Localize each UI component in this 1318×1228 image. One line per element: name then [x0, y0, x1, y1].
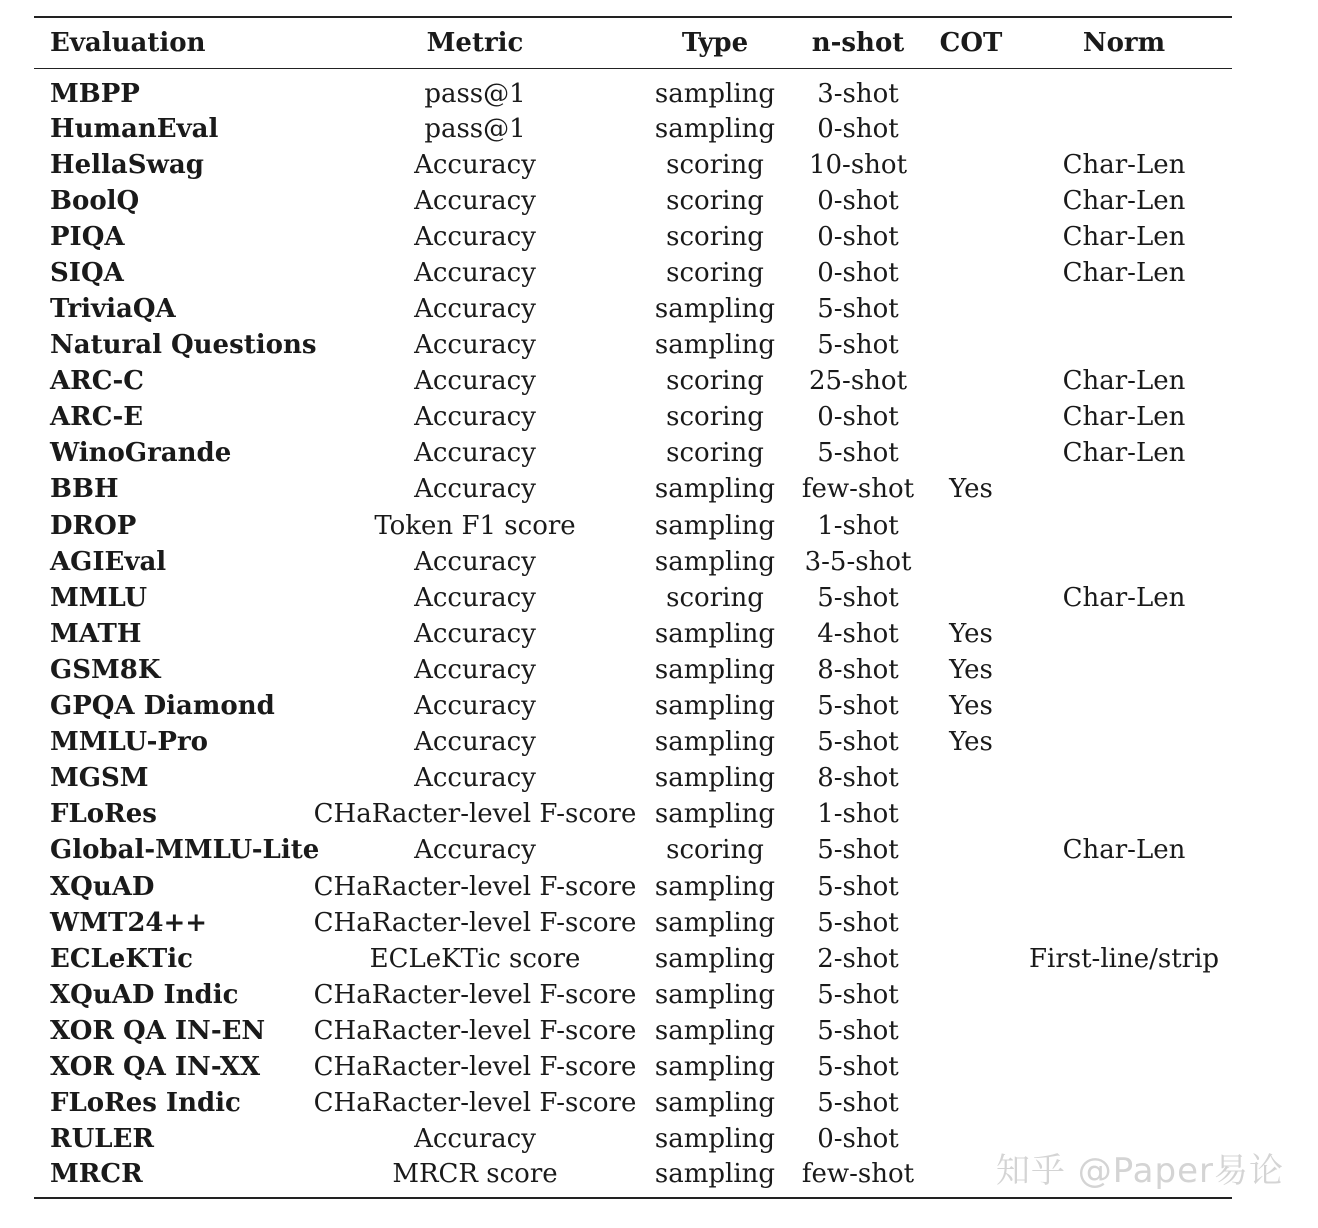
cell-type: scoring [666, 366, 764, 397]
cell-nshot: 25-shot [808, 366, 908, 397]
cell-type: sampling [654, 871, 776, 902]
cell-cot [926, 941, 1016, 977]
table-row [34, 471, 1232, 507]
cell-metric: CHaRacter-level F-score [313, 799, 637, 830]
cell-evaluation: XQuAD Indic [50, 979, 239, 1010]
cell-nshot: few-shot [790, 1157, 926, 1198]
cell-metric: Accuracy [414, 185, 536, 216]
cell-norm: Char-Len [1062, 582, 1186, 613]
cell-evaluation: TriviaQA [50, 294, 176, 325]
cell-metric: Accuracy [414, 149, 536, 180]
cell-type: scoring [666, 221, 764, 252]
cell-evaluation: PIQA [50, 221, 125, 252]
cell-metric: Accuracy [414, 257, 536, 288]
cell-norm: Char-Len [1062, 257, 1186, 288]
cell-cot [926, 327, 1016, 363]
cell-metric: Accuracy [414, 1124, 536, 1155]
cell-nshot: 8-shot [817, 654, 899, 685]
cell-cot: Yes [949, 654, 993, 685]
cell-nshot: 5-shot [817, 330, 899, 361]
cell-norm: Char-Len [1062, 149, 1186, 180]
cell-type: sampling [654, 691, 776, 722]
cell-nshot: 5-shot [817, 438, 899, 469]
cell-cot [926, 183, 1016, 219]
cell-nshot: 5-shot [817, 582, 899, 613]
table-row [34, 905, 1232, 941]
cell-cot [926, 363, 1016, 399]
table-row [34, 219, 1232, 255]
cell-metric: CHaRacter-level F-score [313, 979, 637, 1010]
cell-nshot: 3-5-shot [804, 546, 912, 577]
cell-cot: Yes [949, 691, 993, 722]
cell-type: sampling [654, 546, 776, 577]
table-row [34, 724, 1232, 760]
cell-evaluation: WinoGrande [50, 438, 232, 469]
table-row [34, 544, 1232, 580]
cell-evaluation: MBPP [50, 78, 140, 109]
cell-norm [1016, 327, 1232, 363]
cell-cot [926, 1085, 1016, 1121]
cell-norm [1016, 796, 1232, 832]
cell-type: sampling [654, 1124, 776, 1155]
cell-norm [1016, 1049, 1232, 1085]
cell-metric: Accuracy [414, 763, 536, 794]
cell-metric: Accuracy [414, 366, 536, 397]
cell-nshot: 3-shot [817, 78, 899, 109]
cell-norm [1016, 905, 1232, 941]
table-row [34, 760, 1232, 796]
cell-norm: Char-Len [1062, 221, 1186, 252]
table-row [34, 1049, 1232, 1085]
cell-evaluation: XOR QA IN-EN [50, 1015, 266, 1046]
cell-type: sampling [654, 78, 776, 109]
table-row [34, 652, 1232, 688]
cell-type: sampling [654, 330, 776, 361]
cell-evaluation: MATH [50, 618, 142, 649]
cell-evaluation: GSM8K [50, 654, 161, 685]
header-metric: Metric [310, 17, 640, 68]
cell-metric: CHaRacter-level F-score [313, 1088, 637, 1119]
cell-metric: Accuracy [414, 474, 536, 505]
cell-norm [1016, 508, 1232, 544]
cell-metric: Accuracy [414, 727, 536, 758]
table-row [34, 977, 1232, 1013]
header-row [34, 17, 1232, 68]
cell-cot [926, 1049, 1016, 1085]
cell-type: sampling [654, 1015, 776, 1046]
cell-evaluation: GPQA Diamond [50, 691, 275, 722]
cell-norm: Char-Len [1062, 366, 1186, 397]
table-header [34, 17, 1232, 68]
cell-type: sampling [654, 1051, 776, 1082]
cell-cot [926, 255, 1016, 291]
cell-norm [1016, 111, 1232, 147]
cell-type: scoring [666, 582, 764, 613]
cell-metric: Accuracy [414, 221, 536, 252]
cell-type: sampling [654, 654, 776, 685]
cell-nshot: 5-shot [817, 294, 899, 325]
cell-metric: CHaRacter-level F-score [313, 871, 637, 902]
cell-evaluation: FLoRes [50, 799, 157, 830]
cell-metric: MRCR score [310, 1157, 640, 1198]
cell-norm [1016, 652, 1232, 688]
cell-metric: Token F1 score [374, 510, 576, 541]
cell-norm [1016, 1013, 1232, 1049]
cell-nshot: 8-shot [817, 763, 899, 794]
table-row [34, 111, 1232, 147]
cell-nshot: 2-shot [817, 943, 899, 974]
table-row [34, 508, 1232, 544]
cell-norm: Char-Len [1062, 185, 1186, 216]
cell-nshot: 0-shot [817, 1124, 899, 1155]
cell-type: sampling [654, 943, 776, 974]
cell-cot [926, 544, 1016, 580]
cell-type: sampling [654, 474, 776, 505]
cell-metric: Accuracy [414, 582, 536, 613]
table-row [34, 796, 1232, 832]
cell-metric: Accuracy [414, 691, 536, 722]
cell-evaluation: XOR QA IN-XX [50, 1051, 261, 1082]
cell-type: sampling [654, 113, 776, 144]
cell-type: scoring [666, 257, 764, 288]
cell-metric: Accuracy [414, 294, 536, 325]
cell-cot [926, 977, 1016, 1013]
cell-norm [1016, 291, 1232, 327]
cell-norm [1016, 724, 1232, 760]
cell-norm [1016, 760, 1232, 796]
cell-norm [1016, 1085, 1232, 1121]
header-type: Type [640, 17, 790, 68]
cell-evaluation: RULER [50, 1124, 154, 1155]
cell-metric: ECLeKTic score [369, 943, 581, 974]
table-row [34, 68, 1232, 111]
cell-type: sampling [654, 763, 776, 794]
cell-evaluation: XQuAD [50, 871, 155, 902]
cell-cot [926, 68, 1016, 111]
cell-cot [926, 832, 1016, 868]
cell-metric: pass@1 [424, 78, 526, 109]
cell-evaluation: Natural Questions [50, 330, 317, 361]
cell-evaluation: DROP [50, 510, 137, 541]
cell-evaluation: MRCR [34, 1157, 310, 1198]
cell-evaluation: Global-MMLU-Lite [50, 835, 320, 866]
cell-nshot: 0-shot [817, 113, 899, 144]
cell-nshot: 5-shot [817, 835, 899, 866]
cell-nshot: 5-shot [817, 1015, 899, 1046]
cell-norm: First-line/strip [1028, 943, 1220, 974]
cell-cot [926, 291, 1016, 327]
cell-evaluation: BBH [50, 474, 119, 505]
cell-evaluation: ARC-E [50, 402, 144, 433]
table-row [34, 435, 1232, 471]
cell-cot [926, 147, 1016, 183]
table-row [34, 688, 1232, 724]
cell-norm [1016, 688, 1232, 724]
cell-type: sampling [654, 907, 776, 938]
cell-nshot: 5-shot [817, 1088, 899, 1119]
table-row [34, 941, 1232, 977]
cell-metric: Accuracy [414, 546, 536, 577]
cell-type: sampling [654, 727, 776, 758]
header-evaluation: Evaluation [34, 17, 310, 68]
cell-evaluation: ARC-C [50, 366, 144, 397]
cell-evaluation: MGSM [50, 763, 149, 794]
header-nshot: n-shot [790, 17, 926, 68]
cell-evaluation: MMLU [50, 582, 148, 613]
table-row [34, 616, 1232, 652]
cell-nshot: 0-shot [817, 402, 899, 433]
cell-cot [926, 796, 1016, 832]
cell-cot: Yes [949, 618, 993, 649]
cell-cot [926, 760, 1016, 796]
cell-norm: Char-Len [1062, 835, 1186, 866]
cell-cot [926, 111, 1016, 147]
table-row [34, 363, 1232, 399]
cell-metric: CHaRacter-level F-score [313, 1051, 637, 1082]
cell-metric: Accuracy [414, 835, 536, 866]
cell-norm [1016, 868, 1232, 904]
cell-cot [926, 435, 1016, 471]
cell-nshot: 0-shot [817, 221, 899, 252]
cell-cot [926, 1013, 1016, 1049]
cell-nshot: 5-shot [817, 1051, 899, 1082]
cell-nshot: 5-shot [817, 871, 899, 902]
cell-type: scoring [666, 185, 764, 216]
cell-nshot: 5-shot [817, 907, 899, 938]
table-row [34, 1085, 1232, 1121]
table-body [34, 68, 1232, 1198]
cell-type: sampling [654, 294, 776, 325]
cell-norm [1016, 471, 1232, 507]
cell-cot [926, 868, 1016, 904]
cell-type: scoring [666, 149, 764, 180]
cell-nshot: 1-shot [817, 799, 899, 830]
table-row [34, 399, 1232, 435]
cell-metric: pass@1 [424, 113, 526, 144]
cell-nshot: 5-shot [817, 691, 899, 722]
cell-cot: Yes [949, 474, 993, 505]
table-row [34, 832, 1232, 868]
cell-nshot: 4-shot [817, 618, 899, 649]
cell-type: scoring [666, 402, 764, 433]
cell-cot [926, 219, 1016, 255]
cell-evaluation: HellaSwag [50, 149, 204, 180]
cell-type: sampling [654, 510, 776, 541]
cell-metric: CHaRacter-level F-score [313, 1015, 637, 1046]
cell-type: sampling [654, 799, 776, 830]
cell-metric: Accuracy [414, 402, 536, 433]
watermark: 知乎 @Paper易论 [995, 1151, 1284, 1191]
cell-norm [1016, 616, 1232, 652]
cell-cot [926, 905, 1016, 941]
evaluation-table [34, 16, 1232, 1199]
cell-norm: Char-Len [1062, 402, 1186, 433]
cell-evaluation: BoolQ [50, 185, 140, 216]
cell-evaluation: ECLeKTic [50, 943, 193, 974]
cell-nshot: 10-shot [808, 149, 908, 180]
cell-evaluation: SIQA [50, 257, 124, 288]
cell-metric: Accuracy [414, 438, 536, 469]
cell-type: sampling [654, 618, 776, 649]
table-row [34, 580, 1232, 616]
cell-evaluation: WMT24++ [50, 907, 208, 938]
cell-metric: Accuracy [414, 330, 536, 361]
cell-norm [1016, 544, 1232, 580]
cell-type: sampling [654, 1088, 776, 1119]
cell-evaluation: AGIEval [50, 546, 167, 577]
cell-norm [1016, 68, 1232, 111]
cell-nshot: 5-shot [817, 727, 899, 758]
cell-nshot: few-shot [801, 474, 915, 505]
cell-metric: Accuracy [414, 618, 536, 649]
header-cot: COT [926, 17, 1016, 68]
table-row [34, 147, 1232, 183]
cell-norm [1016, 977, 1232, 1013]
cell-nshot: 0-shot [817, 257, 899, 288]
cell-evaluation: FLoRes Indic [50, 1088, 241, 1119]
table-row [34, 255, 1232, 291]
cell-evaluation: MMLU-Pro [50, 727, 209, 758]
cell-nshot: 0-shot [817, 185, 899, 216]
cell-type: sampling [640, 1157, 790, 1198]
cell-norm: Char-Len [1062, 438, 1186, 469]
cell-type: scoring [666, 438, 764, 469]
cell-nshot: 5-shot [817, 979, 899, 1010]
table-row [34, 327, 1232, 363]
cell-cot: Yes [949, 727, 993, 758]
table-row [34, 183, 1232, 219]
header-norm: Norm [1016, 17, 1232, 68]
table-row [34, 291, 1232, 327]
table-row [34, 868, 1232, 904]
cell-evaluation: HumanEval [50, 113, 219, 144]
cell-type: sampling [654, 979, 776, 1010]
cell-metric: CHaRacter-level F-score [313, 907, 637, 938]
cell-nshot: 1-shot [817, 510, 899, 541]
cell-cot [926, 399, 1016, 435]
cell-cot [926, 508, 1016, 544]
table-row [34, 1013, 1232, 1049]
cell-metric: Accuracy [414, 654, 536, 685]
cell-cot [926, 580, 1016, 616]
cell-type: scoring [666, 835, 764, 866]
